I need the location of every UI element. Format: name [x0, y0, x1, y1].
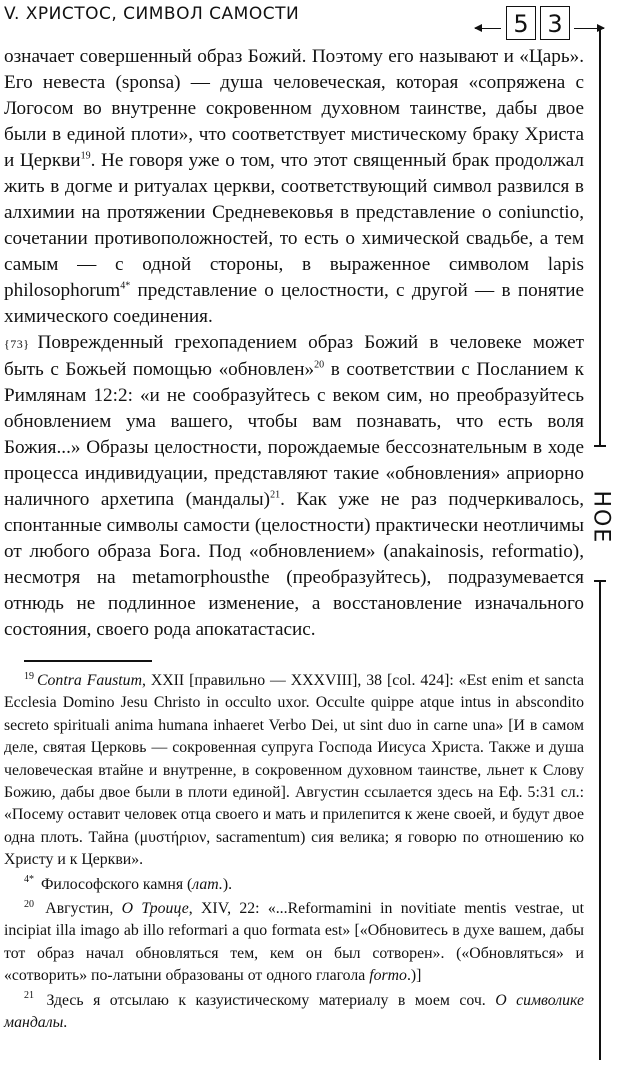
- margin-line-top: [599, 30, 601, 445]
- paragraph-number: {73}: [4, 337, 30, 351]
- footnote-divider: [24, 660, 152, 662]
- footnote-text: , XXII [правильно — XXXVIII], 38 [col. 424]: «Est enim et sancta Ecclesia Domino Jesu Christo in occulto uxor. Occulte quippe atque intus in abscondito secreto spirituali anima humana inhaeret Verbo Dei, ut sint duo in carne una» [И в самом деле, святая Церковь — сокровенная супруга Господа Иисуса Христа. Также и душа человеческая втайне и внутренне, в сокровенном духовном таинстве, льнет к Слову Божию, дабы двое были в плоти единой]. Августин ссылается здесь на Еф. 5:31 сл.: «Посему оставит человек отца своего и мать и прилепится к жене своей, и будут двое одна плоть. Тайна (μυστήριον, sacramentum) сия велика; я говорю по отношению ко Христу и к Церкви».: [4, 672, 584, 869]
- footnote-work-title: О символике мандалы: [4, 991, 585, 1032]
- footnote-mark: 20: [24, 898, 34, 910]
- paragraph-text: представление о целостности, с другой — в понятие химического соединения.: [4, 280, 584, 327]
- main-text: [4, 44, 584, 643]
- footnote-lang: лат.: [192, 875, 223, 893]
- arrow-left-icon: [475, 28, 501, 29]
- footnote-text: , XIV, 22: «...Reformamini in novitiate mentis vestrae, ut incipiat illa imago ab illo reformari a quo formata est» [«Обновитесь в духе вашем, дабы тот образ начал обновляться тем, кем он был сотворен». («Обновляться» и «сотворить» по-латыни образованы от одного глагола: [4, 900, 585, 985]
- footnotes: [4, 670, 584, 1035]
- footnote-work-title: О Троице: [121, 900, 189, 918]
- footnote-mark: 21: [24, 990, 34, 1002]
- footnote-4: [4, 874, 584, 896]
- margin-label: НОЕ: [588, 490, 614, 545]
- footnote-ref-20[interactable]: 20: [314, 359, 325, 371]
- footnote-text: Философского камня (: [37, 875, 193, 893]
- footnote-ref-19[interactable]: 19: [80, 150, 91, 162]
- paragraph-text: означает совершенный образ Божий. Поэтому его называют и «Царь». Его невеста (sponsa) — душа человеческая, которая «сопряжена с Логосом во внутренне сокровенном духовном таинстве, дабы двое были в единой плоти», что соответствует мистическому браку Христа и Церкви: [4, 46, 584, 171]
- page-number-digit-2: 3: [540, 6, 570, 40]
- footnote-verb: formo: [369, 967, 407, 985]
- paragraph-text: . Как уже не раз подчеркивалось, спонтанные символы самости (целостности) практически неотличимы от любого образа Бога. Под «обновлением» (anakainosis, reformatio), несмотря на metamorphousthe (преобразуйтесь), подразумевается отнюдь не подлинное изменение, а восстановление изначального состояния, своего рода апокатастасис.: [4, 489, 584, 640]
- footnote-21: [4, 990, 584, 1035]
- footnote-text: .)]: [406, 967, 422, 985]
- footnote-ref-4[interactable]: 4*: [120, 280, 131, 292]
- margin-line-bottom: [599, 580, 601, 1060]
- footnote-mark: 19: [24, 670, 34, 682]
- footnote-source-title: Contra Faustum: [37, 672, 142, 689]
- paragraph-73: [4, 330, 584, 643]
- footnote-author: Августин,: [37, 900, 122, 918]
- footnote-text: Здесь я отсылаю к казуистическому материалу в моем соч.: [37, 991, 496, 1009]
- footnote-text: ).: [222, 875, 233, 893]
- footnote-text: .: [63, 1014, 68, 1032]
- footnote-ref-21[interactable]: 21: [270, 489, 281, 501]
- footnote-mark: 4*: [24, 874, 34, 886]
- paragraph-text: Поврежденный грехопадением образ Божий в человеке может быть с Божьей помощью «обновлен»: [4, 332, 584, 380]
- paragraph-text: . Не говоря уже о том, что этот священный брак продолжал жить в догме и ритуалах церкви, соответствующий символ развился в алхимии на протяжении Средневековья в представление о coniunctio, сочетании противоположностей, то есть о химической свадьбе, а тем самым — с одной стороны, в выраженное символом lapis philosophorum: [4, 150, 585, 301]
- margin-tick-top: [594, 445, 606, 447]
- arrow-right-icon: [574, 28, 604, 29]
- paragraph-1: [4, 44, 584, 330]
- paragraph-text: в соответствии с Посланием к Римлянам 12:2: «и не сообразуйтесь с веком сим, но преобразуйтесь обновлением ума вашего, чтобы вам познавать, что есть воля Божия...» Образы целостности, порождаемые бессознательным в ходе процесса индивидуации, представляют такие «обновления» априорно наличного архетипа (мандалы): [4, 359, 584, 510]
- page-number-digit-1: 5: [506, 6, 536, 40]
- footnote-19: [4, 670, 584, 872]
- footnote-20: [4, 898, 584, 988]
- running-title: V. ХРИСТОС, СИМВОЛ САМОСТИ: [4, 4, 300, 24]
